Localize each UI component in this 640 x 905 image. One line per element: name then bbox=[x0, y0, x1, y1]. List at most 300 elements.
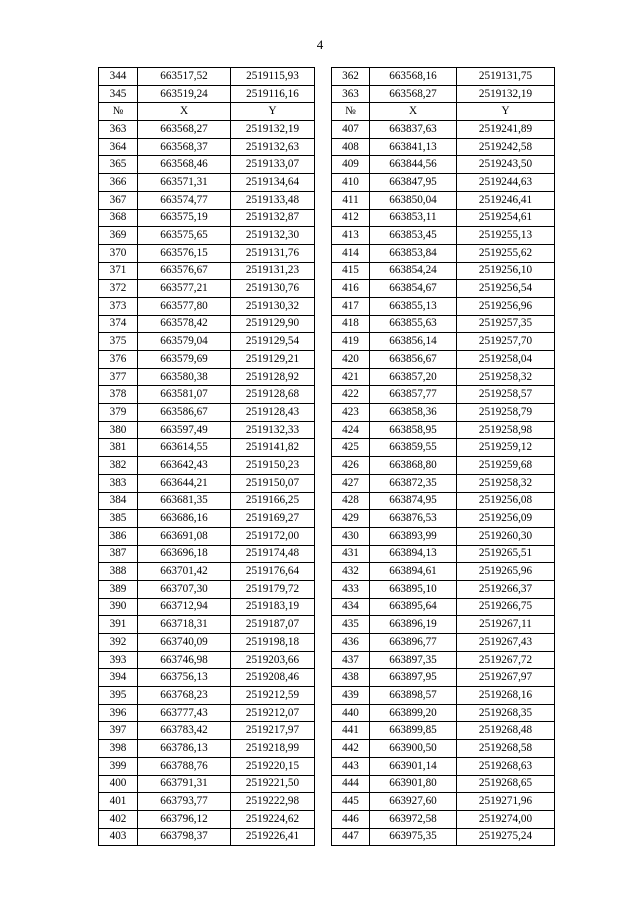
x-coordinate-cell: 663571,31 bbox=[138, 174, 231, 192]
y-coordinate-cell: 2519267,97 bbox=[457, 669, 555, 687]
y-coordinate-cell: 2519208,46 bbox=[231, 669, 315, 687]
x-coordinate-cell: 663857,77 bbox=[370, 386, 457, 404]
point-number-cell: 375 bbox=[99, 333, 138, 351]
y-coordinate-cell: 2519258,79 bbox=[457, 404, 555, 422]
table-row bbox=[99, 404, 315, 422]
table-row bbox=[332, 439, 555, 457]
x-coordinate-cell: 663712,94 bbox=[138, 598, 231, 616]
x-coordinate-cell: 663740,09 bbox=[138, 634, 231, 652]
y-coordinate-cell: 2519128,92 bbox=[231, 368, 315, 386]
table-row bbox=[332, 704, 555, 722]
x-coordinate-cell: 663686,16 bbox=[138, 510, 231, 528]
y-coordinate-cell: 2519133,07 bbox=[231, 156, 315, 174]
x-coordinate-cell: 663855,13 bbox=[370, 297, 457, 315]
y-coordinate-cell: 2519131,23 bbox=[231, 262, 315, 280]
table-row bbox=[332, 669, 555, 687]
y-coordinate-cell: 2519257,70 bbox=[457, 333, 555, 351]
table-row bbox=[99, 439, 315, 457]
x-coordinate-cell: 663901,80 bbox=[370, 775, 457, 793]
x-coordinate-cell: 663746,98 bbox=[138, 651, 231, 669]
x-coordinate-cell: 663895,10 bbox=[370, 580, 457, 598]
y-coordinate-cell: 2519266,37 bbox=[457, 580, 555, 598]
x-coordinate-cell: 663768,23 bbox=[138, 687, 231, 705]
table-row bbox=[332, 474, 555, 492]
point-number-cell: 386 bbox=[99, 527, 138, 545]
point-number-cell: № bbox=[332, 103, 370, 121]
x-coordinate-cell: 663691,08 bbox=[138, 527, 231, 545]
table-header-row bbox=[99, 103, 315, 121]
x-coordinate-cell: 663853,84 bbox=[370, 244, 457, 262]
point-number-cell: 397 bbox=[99, 722, 138, 740]
x-coordinate-cell: 663876,53 bbox=[370, 510, 457, 528]
y-coordinate-cell: 2519221,50 bbox=[231, 775, 315, 793]
x-coordinate-cell: 663853,45 bbox=[370, 227, 457, 245]
point-number-cell: 407 bbox=[332, 121, 370, 139]
x-coordinate-cell: 663788,76 bbox=[138, 757, 231, 775]
table-row bbox=[99, 722, 315, 740]
point-number-cell: № bbox=[99, 103, 138, 121]
page-number: 4 bbox=[316, 37, 324, 52]
y-coordinate-cell: 2519268,35 bbox=[457, 704, 555, 722]
table-row bbox=[99, 386, 315, 404]
table-row bbox=[332, 793, 555, 811]
y-coordinate-cell: 2519134,64 bbox=[231, 174, 315, 192]
point-number-cell: 430 bbox=[332, 527, 370, 545]
y-coordinate-cell: 2519220,15 bbox=[231, 757, 315, 775]
table-header-row bbox=[332, 103, 555, 121]
point-number-cell: 427 bbox=[332, 474, 370, 492]
y-coordinate-cell: 2519218,99 bbox=[231, 740, 315, 758]
point-number-cell: 410 bbox=[332, 174, 370, 192]
x-coordinate-cell: 663783,42 bbox=[138, 722, 231, 740]
point-number-cell: 384 bbox=[99, 492, 138, 510]
point-number-cell: 392 bbox=[99, 634, 138, 652]
table-row bbox=[99, 174, 315, 192]
y-coordinate-cell: 2519258,98 bbox=[457, 421, 555, 439]
point-number-cell: 434 bbox=[332, 598, 370, 616]
point-number-cell: 423 bbox=[332, 404, 370, 422]
table-row bbox=[332, 651, 555, 669]
point-number-cell: 417 bbox=[332, 297, 370, 315]
point-number-cell: 383 bbox=[99, 474, 138, 492]
x-coordinate-cell: 663576,67 bbox=[138, 262, 231, 280]
point-number-cell: 419 bbox=[332, 333, 370, 351]
table-row bbox=[99, 156, 315, 174]
point-number-cell: 442 bbox=[332, 740, 370, 758]
table-row bbox=[332, 740, 555, 758]
point-number-cell: 390 bbox=[99, 598, 138, 616]
y-coordinate-cell: 2519115,93 bbox=[231, 68, 315, 86]
table-row bbox=[332, 404, 555, 422]
x-coordinate-cell: 663576,15 bbox=[138, 244, 231, 262]
x-coordinate-cell: 663856,67 bbox=[370, 351, 457, 369]
x-coordinate-cell: 663896,77 bbox=[370, 634, 457, 652]
point-number-cell: 368 bbox=[99, 209, 138, 227]
table-row bbox=[99, 616, 315, 634]
y-coordinate-cell: 2519224,62 bbox=[231, 810, 315, 828]
y-coordinate-cell: 2519268,48 bbox=[457, 722, 555, 740]
table-row bbox=[99, 598, 315, 616]
table-row bbox=[332, 333, 555, 351]
table-row bbox=[99, 85, 315, 103]
table-row bbox=[99, 138, 315, 156]
y-coordinate-cell: 2519258,57 bbox=[457, 386, 555, 404]
point-number-cell: 363 bbox=[99, 121, 138, 139]
table-row bbox=[332, 262, 555, 280]
x-coordinate-cell: 663568,46 bbox=[138, 156, 231, 174]
y-coordinate-cell: 2519267,43 bbox=[457, 634, 555, 652]
point-number-cell: 377 bbox=[99, 368, 138, 386]
x-coordinate-cell: 663793,77 bbox=[138, 793, 231, 811]
table-row bbox=[99, 262, 315, 280]
table-row bbox=[332, 527, 555, 545]
table-row bbox=[332, 191, 555, 209]
table-row bbox=[332, 351, 555, 369]
table-row bbox=[332, 315, 555, 333]
table-row bbox=[99, 191, 315, 209]
x-coordinate-cell: 663841,13 bbox=[370, 138, 457, 156]
x-coordinate-cell: 663577,21 bbox=[138, 280, 231, 298]
x-coordinate-cell: 663642,43 bbox=[138, 457, 231, 475]
y-coordinate-cell: Y bbox=[231, 103, 315, 121]
table-row bbox=[99, 68, 315, 86]
x-coordinate-cell: 663872,35 bbox=[370, 474, 457, 492]
point-number-cell: 447 bbox=[332, 828, 370, 846]
table-row bbox=[332, 121, 555, 139]
x-coordinate-cell: 663579,69 bbox=[138, 351, 231, 369]
point-number-cell: 362 bbox=[332, 68, 370, 86]
x-coordinate-cell: 663568,16 bbox=[370, 68, 457, 86]
table-row bbox=[332, 545, 555, 563]
table-row bbox=[99, 580, 315, 598]
x-coordinate-cell: 663707,30 bbox=[138, 580, 231, 598]
table-row bbox=[99, 545, 315, 563]
point-number-cell: 367 bbox=[99, 191, 138, 209]
table-row bbox=[332, 687, 555, 705]
point-number-cell: 385 bbox=[99, 510, 138, 528]
table-row bbox=[99, 563, 315, 581]
table-row bbox=[99, 687, 315, 705]
table-row bbox=[332, 634, 555, 652]
table-row bbox=[332, 421, 555, 439]
y-coordinate-cell: 2519267,72 bbox=[457, 651, 555, 669]
y-coordinate-cell: 2519128,43 bbox=[231, 404, 315, 422]
point-number-cell: 403 bbox=[99, 828, 138, 846]
y-coordinate-cell: 2519256,96 bbox=[457, 297, 555, 315]
x-coordinate-cell: 663701,42 bbox=[138, 563, 231, 581]
point-number-cell: 365 bbox=[99, 156, 138, 174]
table-row bbox=[99, 492, 315, 510]
point-number-cell: 416 bbox=[332, 280, 370, 298]
point-number-cell: 424 bbox=[332, 421, 370, 439]
x-coordinate-cell: 663898,57 bbox=[370, 687, 457, 705]
y-coordinate-cell: 2519258,04 bbox=[457, 351, 555, 369]
x-coordinate-cell: 663786,13 bbox=[138, 740, 231, 758]
point-number-cell: 432 bbox=[332, 563, 370, 581]
point-number-cell: 364 bbox=[99, 138, 138, 156]
table-row bbox=[99, 651, 315, 669]
point-number-cell: 380 bbox=[99, 421, 138, 439]
point-number-cell: 393 bbox=[99, 651, 138, 669]
x-coordinate-cell: 663855,63 bbox=[370, 315, 457, 333]
point-number-cell: 388 bbox=[99, 563, 138, 581]
table-row bbox=[99, 704, 315, 722]
x-coordinate-cell: 663580,38 bbox=[138, 368, 231, 386]
point-number-cell: 378 bbox=[99, 386, 138, 404]
y-coordinate-cell: 2519179,72 bbox=[231, 580, 315, 598]
x-coordinate-cell: X bbox=[370, 103, 457, 121]
point-number-cell: 400 bbox=[99, 775, 138, 793]
y-coordinate-cell: 2519131,75 bbox=[457, 68, 555, 86]
point-number-cell: 425 bbox=[332, 439, 370, 457]
x-coordinate-cell: 663858,95 bbox=[370, 421, 457, 439]
point-number-cell: 399 bbox=[99, 757, 138, 775]
x-coordinate-cell: 663894,13 bbox=[370, 545, 457, 563]
point-number-cell: 422 bbox=[332, 386, 370, 404]
y-coordinate-cell: 2519222,98 bbox=[231, 793, 315, 811]
y-coordinate-cell: 2519129,54 bbox=[231, 333, 315, 351]
point-number-cell: 444 bbox=[332, 775, 370, 793]
point-number-cell: 391 bbox=[99, 616, 138, 634]
y-coordinate-cell: 2519255,62 bbox=[457, 244, 555, 262]
table-row bbox=[332, 563, 555, 581]
point-number-cell: 420 bbox=[332, 351, 370, 369]
point-number-cell: 370 bbox=[99, 244, 138, 262]
y-coordinate-cell: 2519260,30 bbox=[457, 527, 555, 545]
point-number-cell: 379 bbox=[99, 404, 138, 422]
point-number-cell: 369 bbox=[99, 227, 138, 245]
x-coordinate-cell: 663895,64 bbox=[370, 598, 457, 616]
table-row bbox=[99, 333, 315, 351]
point-number-cell: 438 bbox=[332, 669, 370, 687]
point-number-cell: 389 bbox=[99, 580, 138, 598]
point-number-cell: 429 bbox=[332, 510, 370, 528]
y-coordinate-cell: 2519259,12 bbox=[457, 439, 555, 457]
x-coordinate-cell: 663897,35 bbox=[370, 651, 457, 669]
table-row bbox=[99, 793, 315, 811]
point-number-cell: 394 bbox=[99, 669, 138, 687]
x-coordinate-cell: 663577,80 bbox=[138, 297, 231, 315]
point-number-cell: 402 bbox=[99, 810, 138, 828]
y-coordinate-cell: 2519255,13 bbox=[457, 227, 555, 245]
point-number-cell: 421 bbox=[332, 368, 370, 386]
y-coordinate-cell: 2519268,16 bbox=[457, 687, 555, 705]
point-number-cell: 446 bbox=[332, 810, 370, 828]
point-number-cell: 440 bbox=[332, 704, 370, 722]
table-row bbox=[332, 68, 555, 86]
x-coordinate-cell: 663847,95 bbox=[370, 174, 457, 192]
point-number-cell: 413 bbox=[332, 227, 370, 245]
y-coordinate-cell: 2519259,68 bbox=[457, 457, 555, 475]
y-coordinate-cell: 2519198,18 bbox=[231, 634, 315, 652]
table-row bbox=[332, 810, 555, 828]
y-coordinate-cell: 2519265,96 bbox=[457, 563, 555, 581]
table-row bbox=[332, 616, 555, 634]
y-coordinate-cell: 2519268,65 bbox=[457, 775, 555, 793]
y-coordinate-cell: 2519133,48 bbox=[231, 191, 315, 209]
table-row bbox=[332, 85, 555, 103]
x-coordinate-cell: 663899,85 bbox=[370, 722, 457, 740]
table-row bbox=[99, 510, 315, 528]
y-coordinate-cell: 2519132,19 bbox=[457, 85, 555, 103]
x-coordinate-cell: 663850,04 bbox=[370, 191, 457, 209]
x-coordinate-cell: 663696,18 bbox=[138, 545, 231, 563]
y-coordinate-cell: 2519268,58 bbox=[457, 740, 555, 758]
table-row bbox=[332, 722, 555, 740]
table-row bbox=[99, 227, 315, 245]
y-coordinate-cell: 2519212,59 bbox=[231, 687, 315, 705]
table-row bbox=[332, 580, 555, 598]
x-coordinate-cell: 663777,43 bbox=[138, 704, 231, 722]
y-coordinate-cell: 2519172,00 bbox=[231, 527, 315, 545]
table-row bbox=[99, 351, 315, 369]
x-coordinate-cell: 663575,19 bbox=[138, 209, 231, 227]
point-number-cell: 381 bbox=[99, 439, 138, 457]
x-coordinate-cell: 663581,07 bbox=[138, 386, 231, 404]
y-coordinate-cell: 2519256,08 bbox=[457, 492, 555, 510]
y-coordinate-cell: 2519256,09 bbox=[457, 510, 555, 528]
point-number-cell: 426 bbox=[332, 457, 370, 475]
y-coordinate-cell: 2519132,33 bbox=[231, 421, 315, 439]
y-coordinate-cell: 2519274,00 bbox=[457, 810, 555, 828]
table-row bbox=[99, 280, 315, 298]
x-coordinate-cell: 663568,37 bbox=[138, 138, 231, 156]
y-coordinate-cell: 2519212,07 bbox=[231, 704, 315, 722]
x-coordinate-cell: 663574,77 bbox=[138, 191, 231, 209]
table-row bbox=[99, 244, 315, 262]
x-coordinate-cell: 663579,04 bbox=[138, 333, 231, 351]
point-number-cell: 344 bbox=[99, 68, 138, 86]
table-row bbox=[332, 244, 555, 262]
y-coordinate-cell: 2519254,61 bbox=[457, 209, 555, 227]
x-coordinate-cell: 663900,50 bbox=[370, 740, 457, 758]
y-coordinate-cell: 2519242,58 bbox=[457, 138, 555, 156]
x-coordinate-cell: 663868,80 bbox=[370, 457, 457, 475]
point-number-cell: 401 bbox=[99, 793, 138, 811]
y-coordinate-cell: 2519132,63 bbox=[231, 138, 315, 156]
table-row bbox=[332, 368, 555, 386]
point-number-cell: 437 bbox=[332, 651, 370, 669]
point-number-cell: 436 bbox=[332, 634, 370, 652]
table-row bbox=[332, 775, 555, 793]
x-coordinate-cell: 663586,67 bbox=[138, 404, 231, 422]
x-coordinate-cell: 663894,61 bbox=[370, 563, 457, 581]
x-coordinate-cell: 663791,31 bbox=[138, 775, 231, 793]
table-row bbox=[99, 121, 315, 139]
y-coordinate-cell: 2519243,50 bbox=[457, 156, 555, 174]
y-coordinate-cell: 2519132,87 bbox=[231, 209, 315, 227]
point-number-cell: 435 bbox=[332, 616, 370, 634]
table-row bbox=[332, 386, 555, 404]
y-coordinate-cell: 2519266,75 bbox=[457, 598, 555, 616]
table-row bbox=[332, 138, 555, 156]
y-coordinate-cell: 2519116,16 bbox=[231, 85, 315, 103]
y-coordinate-cell: 2519275,24 bbox=[457, 828, 555, 846]
point-number-cell: 409 bbox=[332, 156, 370, 174]
point-number-cell: 431 bbox=[332, 545, 370, 563]
point-number-cell: 414 bbox=[332, 244, 370, 262]
y-coordinate-cell: 2519267,11 bbox=[457, 616, 555, 634]
x-coordinate-cell: 663857,20 bbox=[370, 368, 457, 386]
y-coordinate-cell: Y bbox=[457, 103, 555, 121]
x-coordinate-cell: 663874,95 bbox=[370, 492, 457, 510]
y-coordinate-cell: 2519129,21 bbox=[231, 351, 315, 369]
y-coordinate-cell: 2519183,19 bbox=[231, 598, 315, 616]
table-row bbox=[332, 227, 555, 245]
table-row bbox=[332, 280, 555, 298]
y-coordinate-cell: 2519187,07 bbox=[231, 616, 315, 634]
x-coordinate-cell: 663597,49 bbox=[138, 421, 231, 439]
table-row bbox=[332, 297, 555, 315]
x-coordinate-cell: 663578,42 bbox=[138, 315, 231, 333]
y-coordinate-cell: 2519203,66 bbox=[231, 651, 315, 669]
x-coordinate-cell: 663837,63 bbox=[370, 121, 457, 139]
y-coordinate-cell: 2519176,64 bbox=[231, 563, 315, 581]
x-coordinate-cell: 663853,11 bbox=[370, 209, 457, 227]
point-number-cell: 396 bbox=[99, 704, 138, 722]
x-coordinate-cell: 663893,99 bbox=[370, 527, 457, 545]
x-coordinate-cell: 663575,65 bbox=[138, 227, 231, 245]
table-row bbox=[332, 492, 555, 510]
y-coordinate-cell: 2519130,32 bbox=[231, 297, 315, 315]
table-row bbox=[99, 315, 315, 333]
table-row bbox=[332, 598, 555, 616]
table-row bbox=[332, 757, 555, 775]
x-coordinate-cell: 663854,24 bbox=[370, 262, 457, 280]
point-number-cell: 371 bbox=[99, 262, 138, 280]
y-coordinate-cell: 2519246,41 bbox=[457, 191, 555, 209]
x-coordinate-cell: 663644,21 bbox=[138, 474, 231, 492]
point-number-cell: 345 bbox=[99, 85, 138, 103]
x-coordinate-cell: 663798,37 bbox=[138, 828, 231, 846]
y-coordinate-cell: 2519174,48 bbox=[231, 545, 315, 563]
table-row bbox=[332, 174, 555, 192]
table-row bbox=[99, 634, 315, 652]
x-coordinate-cell: 663975,35 bbox=[370, 828, 457, 846]
point-number-cell: 412 bbox=[332, 209, 370, 227]
y-coordinate-cell: 2519217,97 bbox=[231, 722, 315, 740]
x-coordinate-cell: 663856,14 bbox=[370, 333, 457, 351]
y-coordinate-cell: 2519226,41 bbox=[231, 828, 315, 846]
point-number-cell: 411 bbox=[332, 191, 370, 209]
y-coordinate-cell: 2519268,63 bbox=[457, 757, 555, 775]
y-coordinate-cell: 2519150,23 bbox=[231, 457, 315, 475]
table-row bbox=[332, 156, 555, 174]
y-coordinate-cell: 2519166,25 bbox=[231, 492, 315, 510]
table-row bbox=[99, 669, 315, 687]
y-coordinate-cell: 2519271,96 bbox=[457, 793, 555, 811]
point-number-cell: 445 bbox=[332, 793, 370, 811]
x-coordinate-cell: 663718,31 bbox=[138, 616, 231, 634]
table-row bbox=[99, 775, 315, 793]
x-coordinate-cell: 663854,67 bbox=[370, 280, 457, 298]
table-row bbox=[99, 527, 315, 545]
table-row bbox=[99, 209, 315, 227]
x-coordinate-cell: 663844,56 bbox=[370, 156, 457, 174]
point-number-cell: 398 bbox=[99, 740, 138, 758]
point-number-cell: 415 bbox=[332, 262, 370, 280]
point-number-cell: 443 bbox=[332, 757, 370, 775]
x-coordinate-cell: 663796,12 bbox=[138, 810, 231, 828]
table-row bbox=[99, 740, 315, 758]
point-number-cell: 395 bbox=[99, 687, 138, 705]
y-coordinate-cell: 2519169,27 bbox=[231, 510, 315, 528]
point-number-cell: 374 bbox=[99, 315, 138, 333]
x-coordinate-cell: 663927,60 bbox=[370, 793, 457, 811]
table-row bbox=[332, 510, 555, 528]
point-number-cell: 376 bbox=[99, 351, 138, 369]
x-coordinate-cell: 663859,55 bbox=[370, 439, 457, 457]
